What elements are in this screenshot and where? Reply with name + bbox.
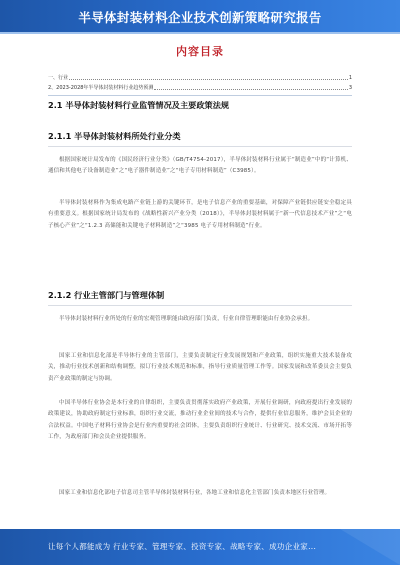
header-divider xyxy=(0,32,400,34)
toc-leader-dots xyxy=(69,79,348,80)
paragraph: 国家工业和信息化部是半导体行业的主管部门，主要负责制定行业发展规划和产业政策，组织实施重大技术装备攻关，推动行业技术创新和结构调整，拟订行业技术规范和标准，指导行业质量管理工作等。国家发展和改革委员会主要负责产业政策的制定与协调。 xyxy=(48,353,352,382)
toc-item-label: 2、2023-2028年半导体封装材料行业趋势预测 xyxy=(48,85,154,91)
toc-item[interactable] xyxy=(48,84,352,91)
toc-title: 内容目录 xyxy=(176,45,224,58)
subsection-heading: 2.1.2 行业主管部门与管理体制 xyxy=(48,290,165,300)
toc-item[interactable] xyxy=(48,74,352,81)
footer-slogan: 让每个人都能成为 行业专家、管理专家、投资专家、战略专家、成功企业家... xyxy=(48,542,317,551)
toc-item-label: 一、行业 xyxy=(48,75,69,81)
paragraph: 国家工业和信息化部电子信息司主管半导体封装材料行业，各地工业和信息化主管部门负责本地区行业管理。 xyxy=(59,490,331,496)
paragraph: 半导体封装材料作为集成电路产业链上游的关键环节，是电子信息产业的重要基础，对保障产业链供应链安全稳定具有重要意义。根据国家统计局发布的《战略性新兴产业分类（2018）》，半导体封装材料属于“新一代信息技术产业”之“电子核心产业”之“1.2.3 高储能和关键电子材料制造”之“3985 电子专用材料制造”行业。 xyxy=(48,200,352,229)
subsection-heading: 2.1.1 半导体封装材料所处行业分类 xyxy=(48,131,181,141)
page-footer xyxy=(0,529,400,565)
subsection-rule xyxy=(48,146,352,147)
page-header xyxy=(0,0,400,34)
subsection-rule xyxy=(48,305,352,306)
paragraph: 中国半导体行业协会是本行业的自律组织，主要负责贯彻落实政府产业政策，开展行业调研，向政府提出行业发展的政策建议，协助政府制定行业标准，组织行业交流，推动行业企业间的技术与合作，提供行业信息服务，维护会员企业的合法权益。中国电子材料行业协会是行业内重要的社会团体，主要负责组织行业统计、行业研究、技术交流、市场开拓等工作，为政府部门和会员企业提供服务。 xyxy=(48,400,352,441)
report-title: 半导体封装材料企业技术创新策略研究报告 xyxy=(78,10,322,25)
toc-divider xyxy=(48,95,352,96)
paragraph: 半导体封装材料行业所处的行业的宏观管理职能由政府部门负责，行业自律管理职能由行业协会承担。 xyxy=(59,316,314,322)
footer-accent xyxy=(340,529,400,565)
toc-item-page: 1 xyxy=(348,75,352,81)
toc-item-page: 3 xyxy=(348,85,352,91)
section-heading: 2.1 半导体封装材料行业监管情况及主要政策法规 xyxy=(48,100,230,110)
toc-leader-dots xyxy=(154,89,347,90)
paragraph: 根据国家统计局发布的《国民经济行业分类》（GB/T4754-2017），半导体封装材料行业属于“制造业”中的“计算机、通信和其他电子设备制造业”之“电子器件制造业”之“电子专用材料制造”（C3985）。 xyxy=(48,157,352,175)
